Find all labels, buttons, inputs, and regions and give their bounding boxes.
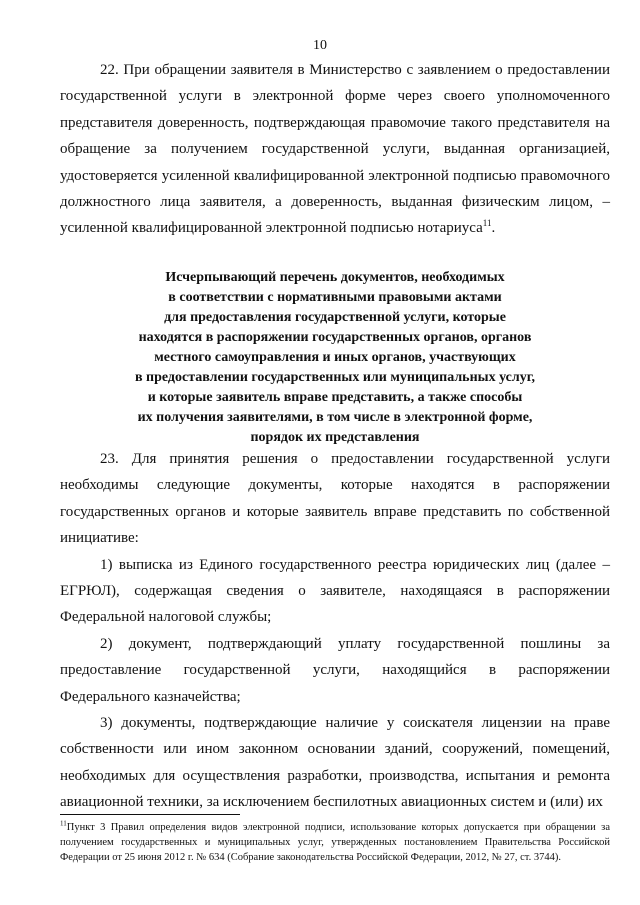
- paragraph-block-22: [60, 57, 610, 242]
- heading-line: порядок их представления: [250, 430, 420, 445]
- heading-line: местного самоуправления и иных органов, участвующих: [154, 350, 516, 365]
- footnote-divider: [60, 814, 240, 815]
- list-item-3: 3) документы, подтверждающие наличие у соискателя лицензии на праве собственности или ином законном основании зданий, сооружений, помещений, необходимых для осуществления разработки, производства, испытания и ремонта авиационной техники, за исключением беспилотных авиационных систем и (или) их: [60, 715, 610, 811]
- paragraph-22: [60, 57, 610, 242]
- heading-line: в предоставлении государственных или муниципальных услуг,: [134, 370, 536, 385]
- paragraph-22-end: .: [491, 220, 496, 237]
- footnote: [60, 820, 610, 865]
- footnote-marker: 11: [60, 819, 67, 828]
- paragraph-23: 23. Для принятия решения о предоставлении государственной услуги необходимы следующие документы, которые находятся в распоряжении государственных органов и которые заявитель вправе представить по собственной инициативе:: [60, 451, 610, 547]
- section-heading: [60, 268, 610, 448]
- heading-line: их получения заявителями, в том числе в электронной форме,: [137, 410, 533, 425]
- paragraph-block-23: [60, 446, 610, 816]
- heading-line: находятся в распоряжении государственных органов, органов: [138, 330, 532, 345]
- footnote-reference[interactable]: 11: [482, 218, 492, 229]
- list-item-1: 1) выписка из Единого государственного реестра юридических лиц (далее – ЕГРЮЛ), содержащая сведения о заявителе, находящаяся в распоряжении Федеральной налоговой службы;: [60, 556, 610, 626]
- page-number: 10: [313, 38, 327, 53]
- footnote-text: Пункт 3 Правил определения видов электронной подписи, использование которых допускается при обращении за получением государственных и муниципальных услуг, утвержденных постановлением Правительства Российской Федерации от 25 июня 2012 г. № 634 (Собрание законодательства Российской Федерации, 2012, № 27, ст. 3744).: [60, 822, 610, 863]
- heading-line: Исчерпывающий перечень документов, необходимых: [165, 270, 505, 285]
- heading-line: для предоставления государственной услуги, которые: [164, 310, 506, 325]
- heading-line: и которые заявитель вправе представить, а также способы: [147, 390, 523, 405]
- list-item-2: 2) документ, подтверждающий уплату государственной пошлины за предоставление государственной услуги, находящийся в распоряжении Федерального казначейства;: [60, 635, 610, 705]
- heading-line: в соответствии с нормативными правовыми актами: [168, 290, 502, 305]
- paragraph-22-text: 22. При обращении заявителя в Министерство с заявлением о предоставлении государственной услуги в электронной форме через своего уполномоченного представителя доверенность, подтверждающая правомочие такого представителя на обращение за получением государственной услуги, выданная организацией, удостоверяется усиленной квалифицированной электронной подписью правомочного должностного лица заявителя, а доверенность, выданная физическим лицом, – усиленной квалифицированной электронной подписью нотариуса: [60, 62, 610, 237]
